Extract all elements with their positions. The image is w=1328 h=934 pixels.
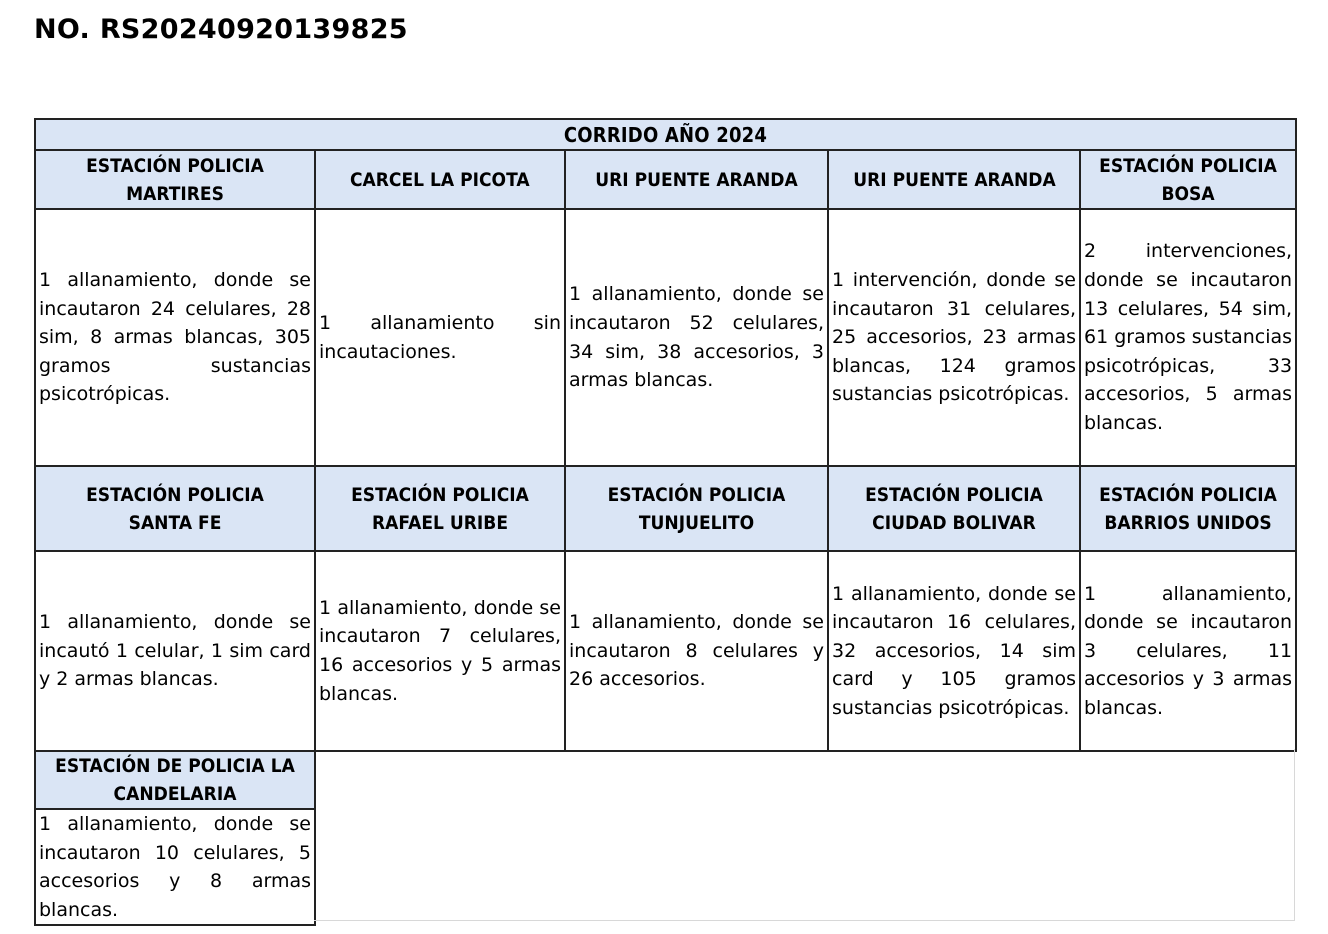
station-header: ESTACIÓN POLICIA TUNJUELITO	[565, 466, 828, 551]
header-row	[35, 150, 1296, 209]
station-header: URI PUENTE ARANDA	[565, 150, 828, 209]
station-header: ESTACIÓN POLICIA RAFAEL URIBE	[315, 466, 565, 551]
station-result: 1 allanamiento, donde se incautaron 16 celulares, 32 accesorios, 14 sim card y 105 gramos sustancias psicotrópicas.	[828, 551, 1080, 751]
station-result: 1 intervención, donde se incautaron 31 celulares, 25 accesorios, 23 armas blancas, 124 gramos sustancias psicotrópicas.	[828, 209, 1080, 466]
table-row	[35, 209, 1296, 466]
seizures-table	[34, 118, 1297, 926]
document-number: NO. RS20240920139825	[34, 14, 408, 45]
station-result: 1 allanamiento, donde se incautó 1 celular, 1 sim card y 2 armas blancas.	[35, 551, 315, 751]
station-header: URI PUENTE ARANDA	[828, 150, 1080, 209]
station-header: ESTACIÓN POLICIA SANTA FE	[35, 466, 315, 551]
station-header: CARCEL LA PICOTA	[315, 150, 565, 209]
header-row	[35, 466, 1296, 551]
station-result: 1 allanamiento, donde se incautaron 7 celulares, 16 accesorios y 5 armas blancas.	[315, 551, 565, 751]
station-result: 1 allanamiento, donde se incautaron 8 celulares y 26 accesorios.	[565, 551, 828, 751]
station-result: 1 allanamiento, donde se incautaron 3 celulares, 11 accesorios y 3 armas blancas.	[1080, 551, 1296, 751]
station-header: ESTACIÓN POLICIA BARRIOS UNIDOS	[1080, 466, 1296, 551]
station-header: ESTACIÓN POLICIA CIUDAD BOLIVAR	[828, 466, 1080, 551]
header-row	[35, 751, 1296, 809]
station-header: ESTACIÓN POLICIA BOSA	[1080, 150, 1296, 209]
station-result: 1 allanamiento sin incautaciones.	[315, 209, 565, 466]
table-title-row	[35, 119, 1296, 150]
table-title: CORRIDO AÑO 2024	[35, 119, 1296, 150]
station-result: 1 allanamiento, donde se incautaron 52 celulares, 34 sim, 38 accesorios, 3 armas blancas.	[565, 209, 828, 466]
station-header: ESTACIÓN POLICIA MARTIRES	[35, 150, 315, 209]
empty-area	[315, 751, 1296, 925]
station-result: 2 intervenciones, donde se incautaron 13 celulares, 54 sim, 61 gramos sustancias psicotrópicas, 33 accesorios, 5 armas blancas.	[1080, 209, 1296, 466]
station-header: ESTACIÓN DE POLICIA LA CANDELARIA	[35, 751, 315, 809]
station-result: 1 allanamiento, donde se incautaron 10 celulares, 5 accesorios y 8 armas blancas.	[35, 809, 315, 925]
station-result: 1 allanamiento, donde se incautaron 24 celulares, 28 sim, 8 armas blancas, 305 gramos sustancias psicotrópicas.	[35, 209, 315, 466]
table-row	[35, 551, 1296, 751]
